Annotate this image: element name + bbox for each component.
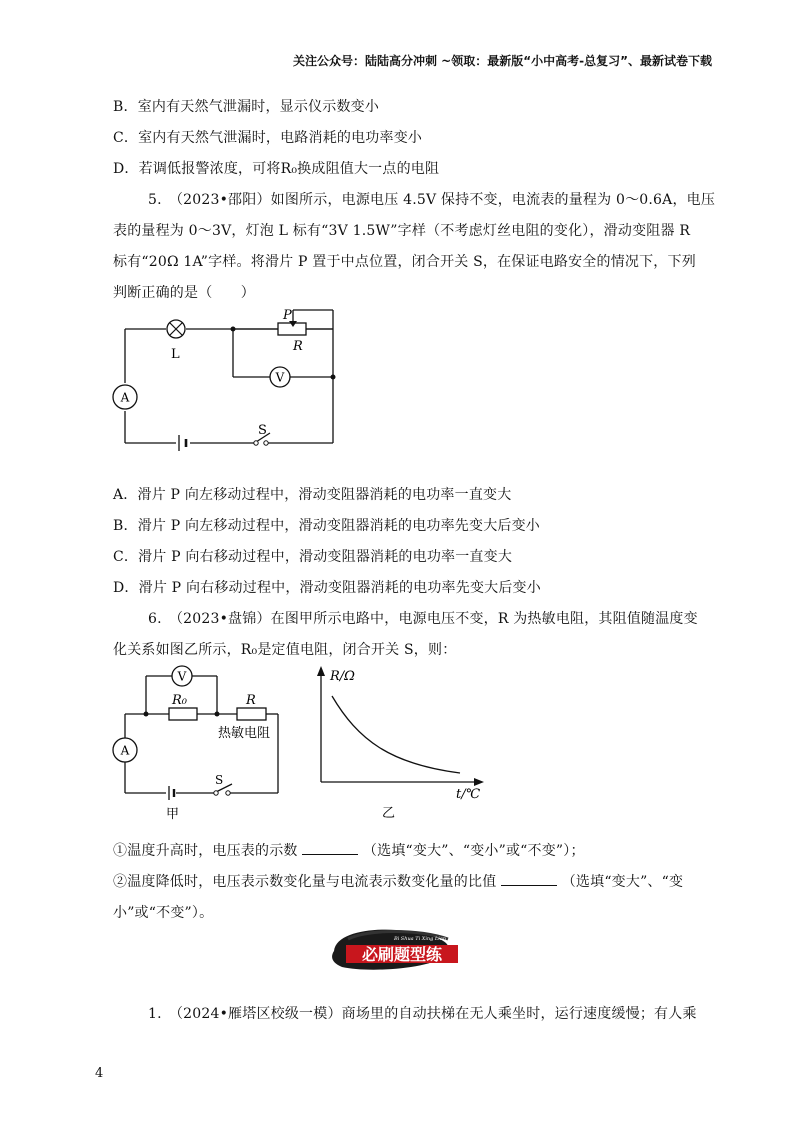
q6-y-label: R/Ω [330,669,355,684]
q6-v-label: V [177,669,187,684]
junction-dot [144,712,149,717]
q5-option-c: C．滑片 P 向右移动过程中，滑动变阻器消耗的电功率一直变大 [113,549,513,565]
q5-v-label: V [275,370,285,385]
q6-x-label: t/℃ [456,787,481,802]
x-axis-arrow-icon [474,778,484,786]
q6-sub1-blank[interactable] [302,854,358,855]
r0-resistor-icon [169,708,197,720]
q5-r-label: R [293,339,303,354]
q5-a-label: A [120,390,130,405]
next-question-line: 1. （2024•雁塔区校级一模）商场里的自动扶梯在无人乘坐时，运行速度缓慢；有人乘 [148,1006,697,1022]
q6-sub-2 [113,873,683,891]
q6-caption-jia: 甲 [166,807,180,822]
q6-thermistor-label: 热敏电阻 [218,726,271,741]
switch-icon [214,791,230,795]
q6-sub2-blank[interactable] [501,885,557,886]
q6-r-label: R [246,693,256,708]
ammeter-icon [113,385,137,409]
q5-circuit-figure [100,300,360,460]
q6-graph-figure [310,660,490,820]
ammeter-icon [113,738,137,762]
q6-sub1-pre: ①温度升高时，电压表的示数 [113,843,298,859]
q6-sub-1 [113,842,585,860]
thermistor-icon [237,708,266,720]
q5-l-label: L [171,347,180,362]
lamp-icon [167,320,185,338]
q6-sub1-post: （选填“变大”、“变小”或“不变”）； [362,843,585,859]
q5-line-4: 判断正确的是（ ） [113,285,255,301]
banner-title: 必刷题型练 [361,945,443,964]
q6-caption-yi: 乙 [382,806,396,820]
q5-p-label: P [283,308,292,323]
q6-line-1: 6. （2023•盘锦）在图甲所示电路中，电源电压不变，R 为热敏电阻，其阻值随温度变 [148,611,698,627]
junction-dot [215,712,220,717]
battery-icon [169,786,174,800]
banner-script: Bi Shua Ti Xing Lian [393,936,447,942]
q6-circuit-figure [104,660,304,822]
page-number: 4 [95,1066,104,1081]
q6-sub-2-cont: 小”或“不变”）。 [113,905,214,921]
voltmeter-icon [270,367,290,387]
q6-r0-label: R₀ [172,693,187,708]
q6-sub2-pre: ②温度降低时，电压表示数变化量与电流表示数变化量的比值 [113,874,497,890]
q5-line-1: 5. （2023•邵阳）如图所示，电源电压 4.5V 保持不变，电流表的量程为 0～0.6A，电压 [148,192,716,208]
y-axis-arrow-icon [317,666,325,676]
junction-dot [331,375,336,380]
q5-option-b: B．滑片 P 向左移动过程中，滑动变阻器消耗的电功率先变大后变小 [113,518,541,534]
q6-a-label: A [120,743,130,758]
q6-sub2-post: （选填“变大”、“变 [561,874,684,890]
resistance-curve [332,696,460,773]
section-banner [328,925,468,975]
option-d-prev: D．若调低报警浓度，可将R₀换成阻值大一点的电阻 [113,161,440,177]
option-c-prev: C．室内有天然气泄漏时，电路消耗的电功率变小 [113,130,423,146]
q5-option-d: D．滑片 P 向右移动过程中，滑动变阻器消耗的电功率先变大后变小 [113,580,541,596]
q5-line-3: 标有“20Ω 1A”字样。将滑片 P 置于中点位置，闭合开关 S，在保证电路安全的情况下，下列 [113,254,696,270]
q6-s-label: S [215,773,224,787]
voltmeter-icon [172,666,192,686]
option-b-prev: B．室内有天然气泄漏时，显示仪示数变小 [113,99,380,115]
junction-dot [231,327,236,332]
q5-s-label: S [258,423,267,438]
q6-line-2: 化关系如图乙所示，R₀是定值电阻，闭合开关 S，则： [113,642,457,658]
q5-line-2: 表的量程为 0～3V，灯泡 L 标有“3V 1.5W”字样（不考虑灯丝电阻的变化），滑动变阻器 R [113,223,691,239]
page-header: 关注公众号：陆陆高分冲刺 ~领取：最新版“小中高考-总复习”、最新试卷下载 [293,54,712,68]
switch-icon [254,441,268,445]
battery-icon [179,435,186,451]
q5-option-a: A．滑片 P 向左移动过程中，滑动变阻器消耗的电功率一直变大 [113,487,512,503]
